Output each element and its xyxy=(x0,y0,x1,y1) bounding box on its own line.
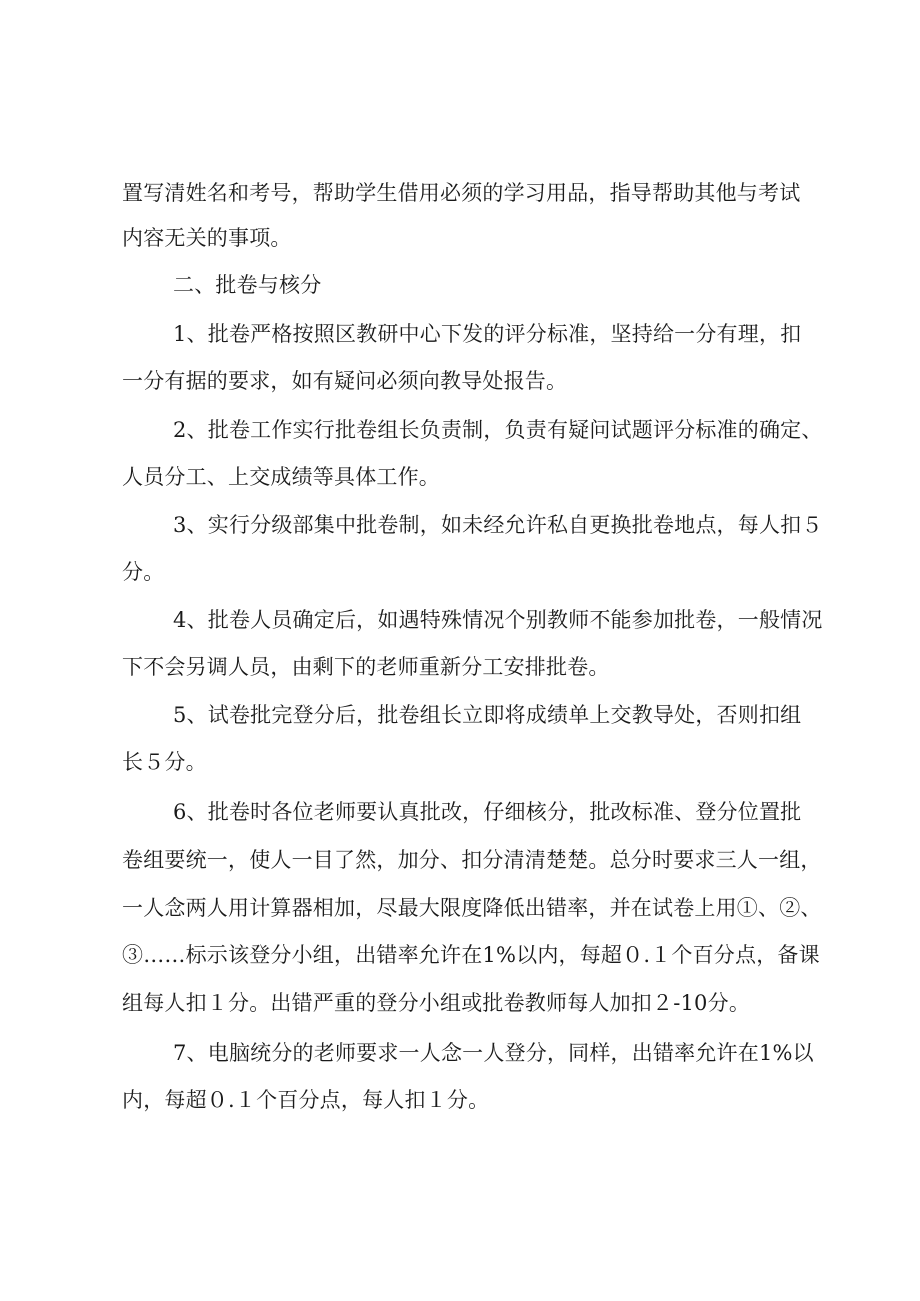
text-line: 下不会另调人员，由剩下的老师重新分工安排批卷。 xyxy=(122,655,610,679)
section-heading: 二、批卷与核分 xyxy=(173,273,322,297)
text-line: ③……标示该登分小组，出错率允许在1%以内，每超０.１个百分点，备课 xyxy=(122,943,820,967)
text-line: 置写清姓名和考号，帮助学生借用必须的学习用品，指导帮助其他与考试 xyxy=(122,181,801,205)
text-line: 2、批卷工作实行批卷组长负责制，负责有疑问试题评分标准的确定、 xyxy=(173,418,823,442)
text-line: 内，每超０.１个百分点，每人扣１分。 xyxy=(122,1088,490,1112)
text-line: 4、批卷人员确定后，如遇特殊情况个别教师不能参加批卷，一般情况 xyxy=(173,608,823,632)
text-line: 7、电脑统分的老师要求一人念一人登分，同样，出错率允许在1%以 xyxy=(173,1041,814,1065)
text-line: 组每人扣１分。出错严重的登分小组或批卷教师每人加扣２-10分。 xyxy=(122,991,751,1015)
text-line: 内容无关的事项。 xyxy=(122,226,292,250)
text-line: 1、批卷严格按照区教研中心下发的评分标准，坚持给一分有理，扣 xyxy=(173,322,802,346)
text-line: 人员分工、上交成绩等具体工作。 xyxy=(122,465,440,489)
text-line: 6、批卷时各位老师要认真批改，仔细核分，批改标准、登分位置批 xyxy=(173,800,802,824)
text-line: 3、实行分级部集中批卷制，如未经允许私自更换批卷地点，每人扣５ xyxy=(173,513,823,537)
text-line: 分。 xyxy=(122,560,165,584)
text-line: 卷组要统一，使人一目了然，加分、扣分清清楚楚。总分时要求三人一组， xyxy=(122,848,822,872)
text-line: 一分有据的要求，如有疑问必须向教导处报告。 xyxy=(122,369,568,393)
text-line: 一人念两人用计算器相加，尽最大限度降低出错率，并在试卷上用①、②、 xyxy=(122,896,822,920)
text-line: 5、试卷批完登分后，批卷组长立即将成绩单上交教导处，否则扣组 xyxy=(173,703,802,727)
text-line: 长５分。 xyxy=(122,750,207,774)
